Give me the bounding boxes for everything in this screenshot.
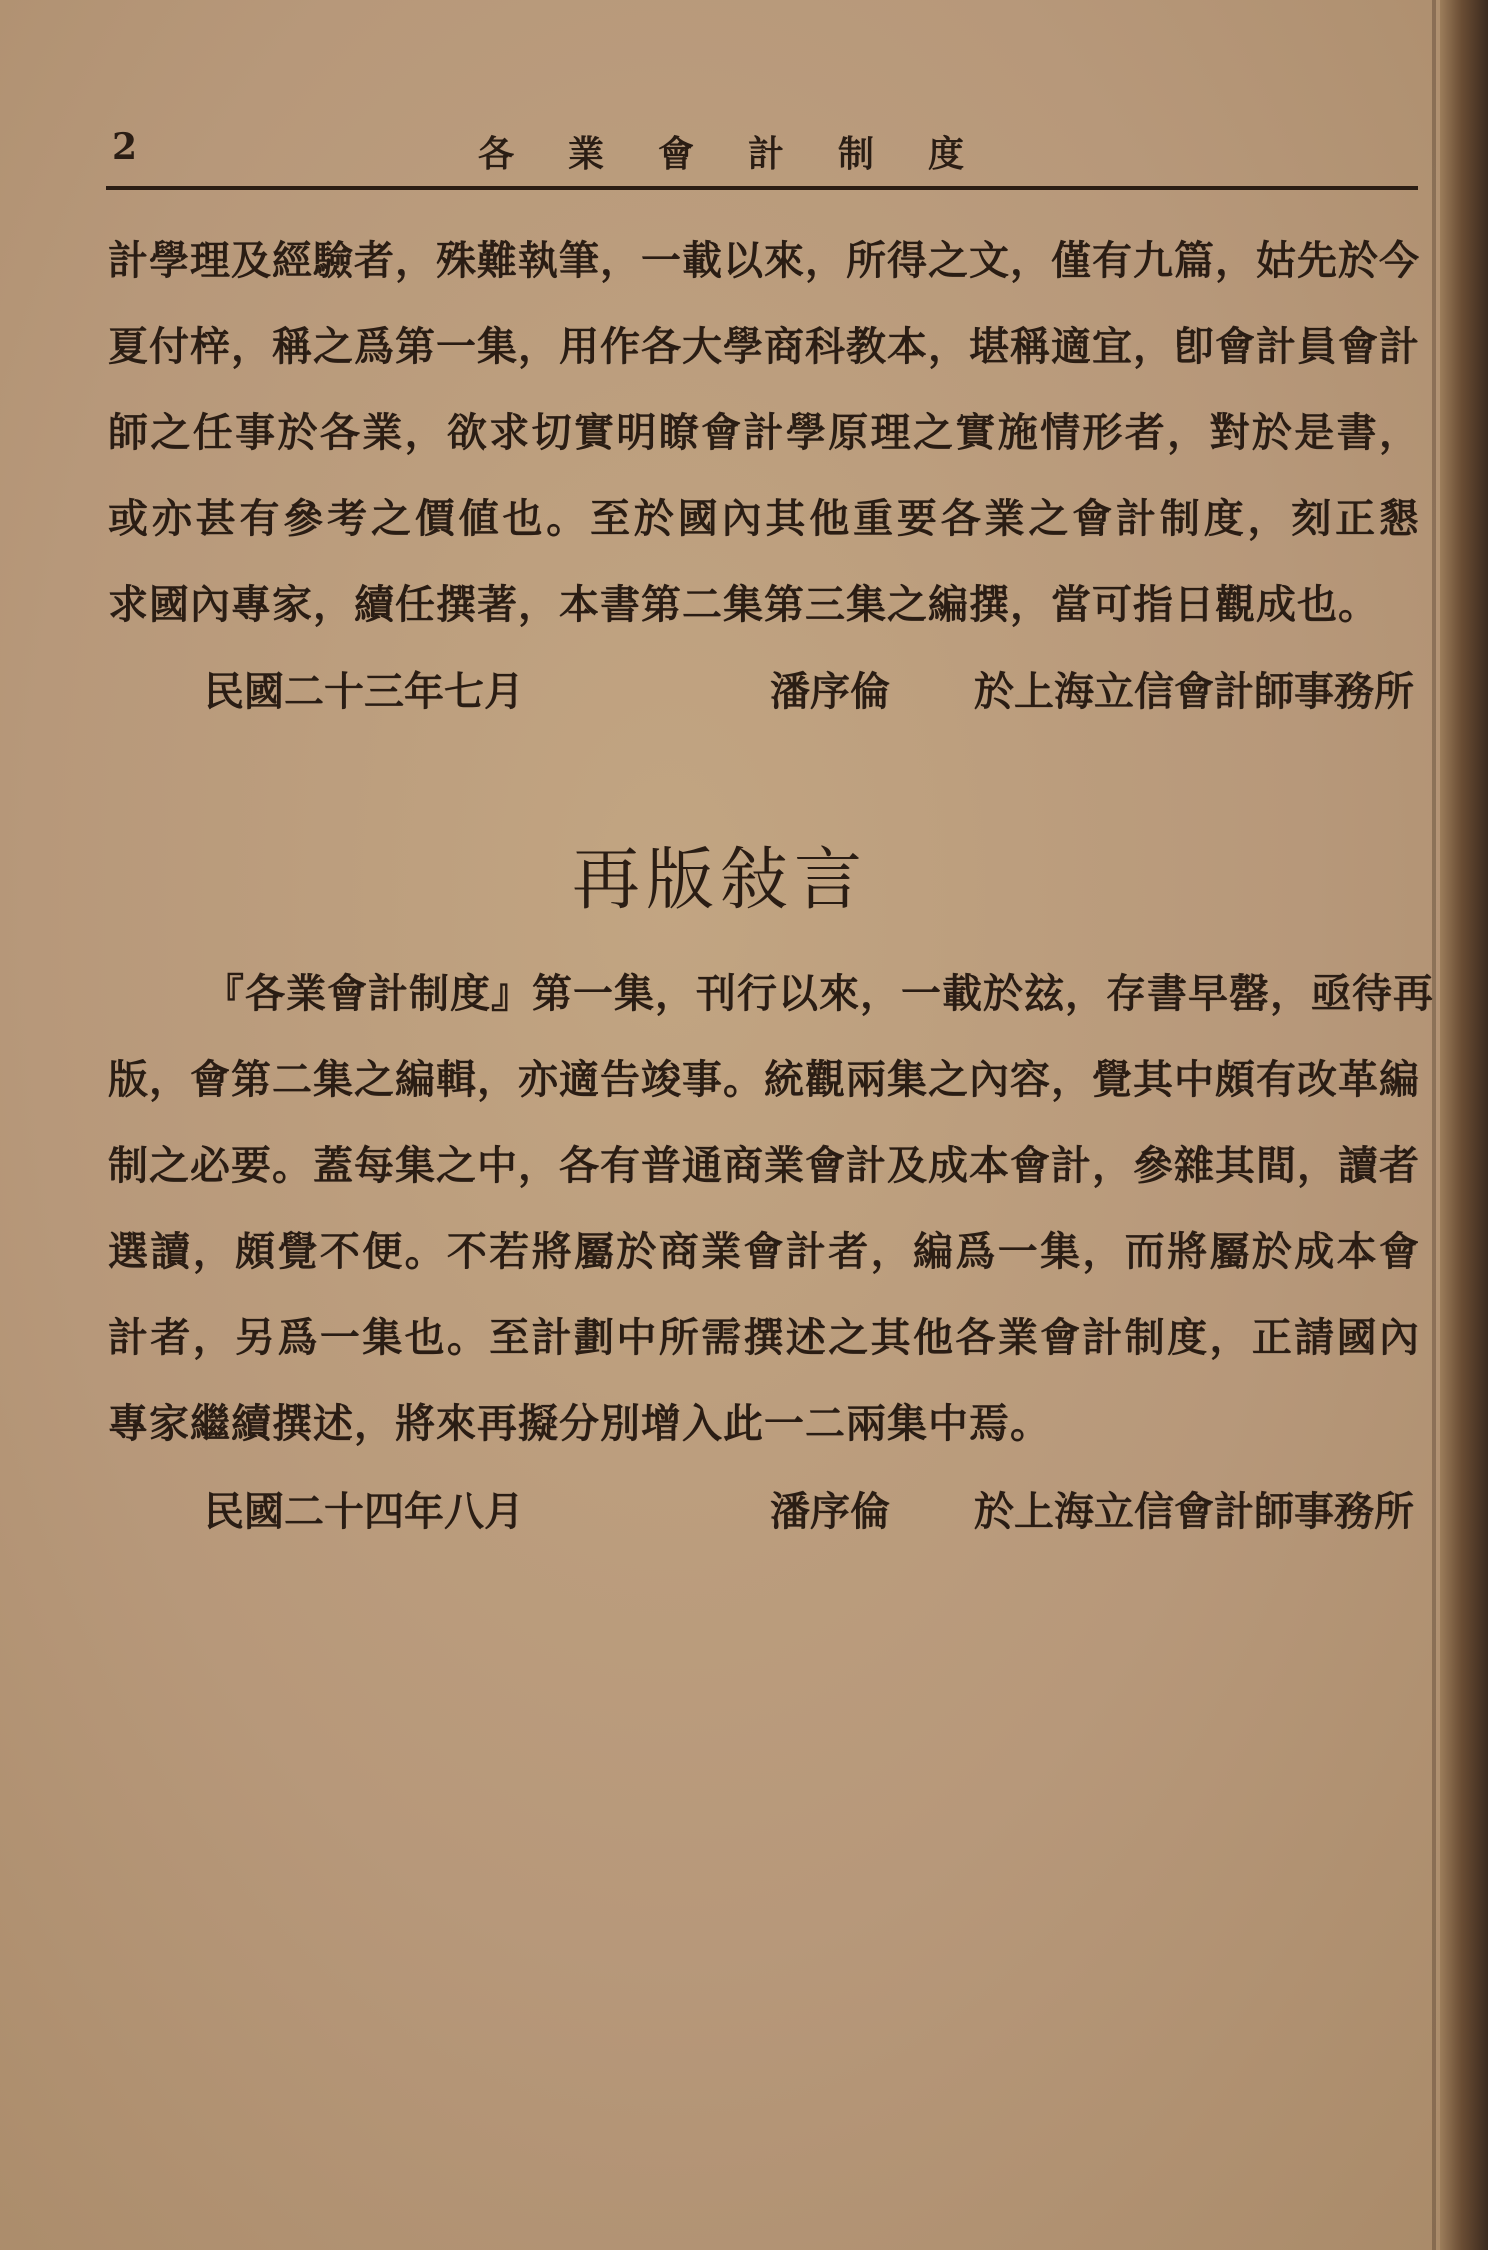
page-binding-shadow xyxy=(1432,0,1436,2250)
preface-signature xyxy=(108,660,1420,720)
second-edition-body xyxy=(108,951,1434,1467)
body-line: 夏付梓，稱之爲第一集，用作各大學商科教本，堪稱適宜，卽會計員會計 xyxy=(108,323,1420,370)
signature-place: 於上海立信會計師事務所 xyxy=(974,668,1414,715)
preface-continued-body xyxy=(108,218,1420,648)
page-edge xyxy=(1440,0,1488,2250)
signature-place: 於上海立信會計師事務所 xyxy=(974,1488,1414,1535)
page-header xyxy=(108,118,1418,178)
section-title: 再版敍言 xyxy=(571,841,868,920)
body-line: 計學理及經驗者，殊難執筆，一載以來，所得之文，僅有九篇，姑先於今 xyxy=(108,237,1420,284)
body-line: 師之任事於各業，欲求切實明瞭會計學原理之實施情形者，對於是書， xyxy=(108,409,1420,456)
body-line: 專家繼續撰述，將來再擬分別增入此一二兩集中焉。 xyxy=(108,1400,1051,1447)
body-line: 選讀，頗覺不便。不若將屬於商業會計者，編爲一集，而將屬於成本會 xyxy=(108,1228,1420,1275)
signature-date: 民國二十三年七月 xyxy=(204,668,524,715)
body-line: 求國內專家，續任撰著，本書第二集第三集之編撰，當可指日觀成也。 xyxy=(108,581,1379,628)
body-line: 計者，另爲一集也。至計劃中所需撰述之其他各業會計制度，正請國內 xyxy=(108,1314,1420,1361)
body-line: 制之必要。蓋每集之中，各有普通商業會計及成本會計，參雜其間，讀者 xyxy=(108,1142,1420,1189)
body-line: 版，會第二集之編輯，亦適告竣事。統觀兩集之內容，覺其中頗有改革編 xyxy=(108,1056,1420,1103)
signature-author: 潘序倫 xyxy=(770,668,890,715)
page-number: 2 xyxy=(112,126,138,168)
body-line: 或亦甚有參考之價値也。至於國內其他重要各業之會計制度，刻正懇 xyxy=(108,495,1420,542)
second-edition-signature xyxy=(108,1480,1420,1540)
signature-date: 民國二十四年八月 xyxy=(204,1488,524,1535)
header-rule xyxy=(106,186,1418,190)
signature-author: 潘序倫 xyxy=(770,1488,890,1535)
body-line: 『各業會計制度』第一集，刊行以來，一載於玆，存書早罄，亟待再 xyxy=(204,970,1434,1017)
running-title: 各業會計制度 xyxy=(478,133,1019,175)
